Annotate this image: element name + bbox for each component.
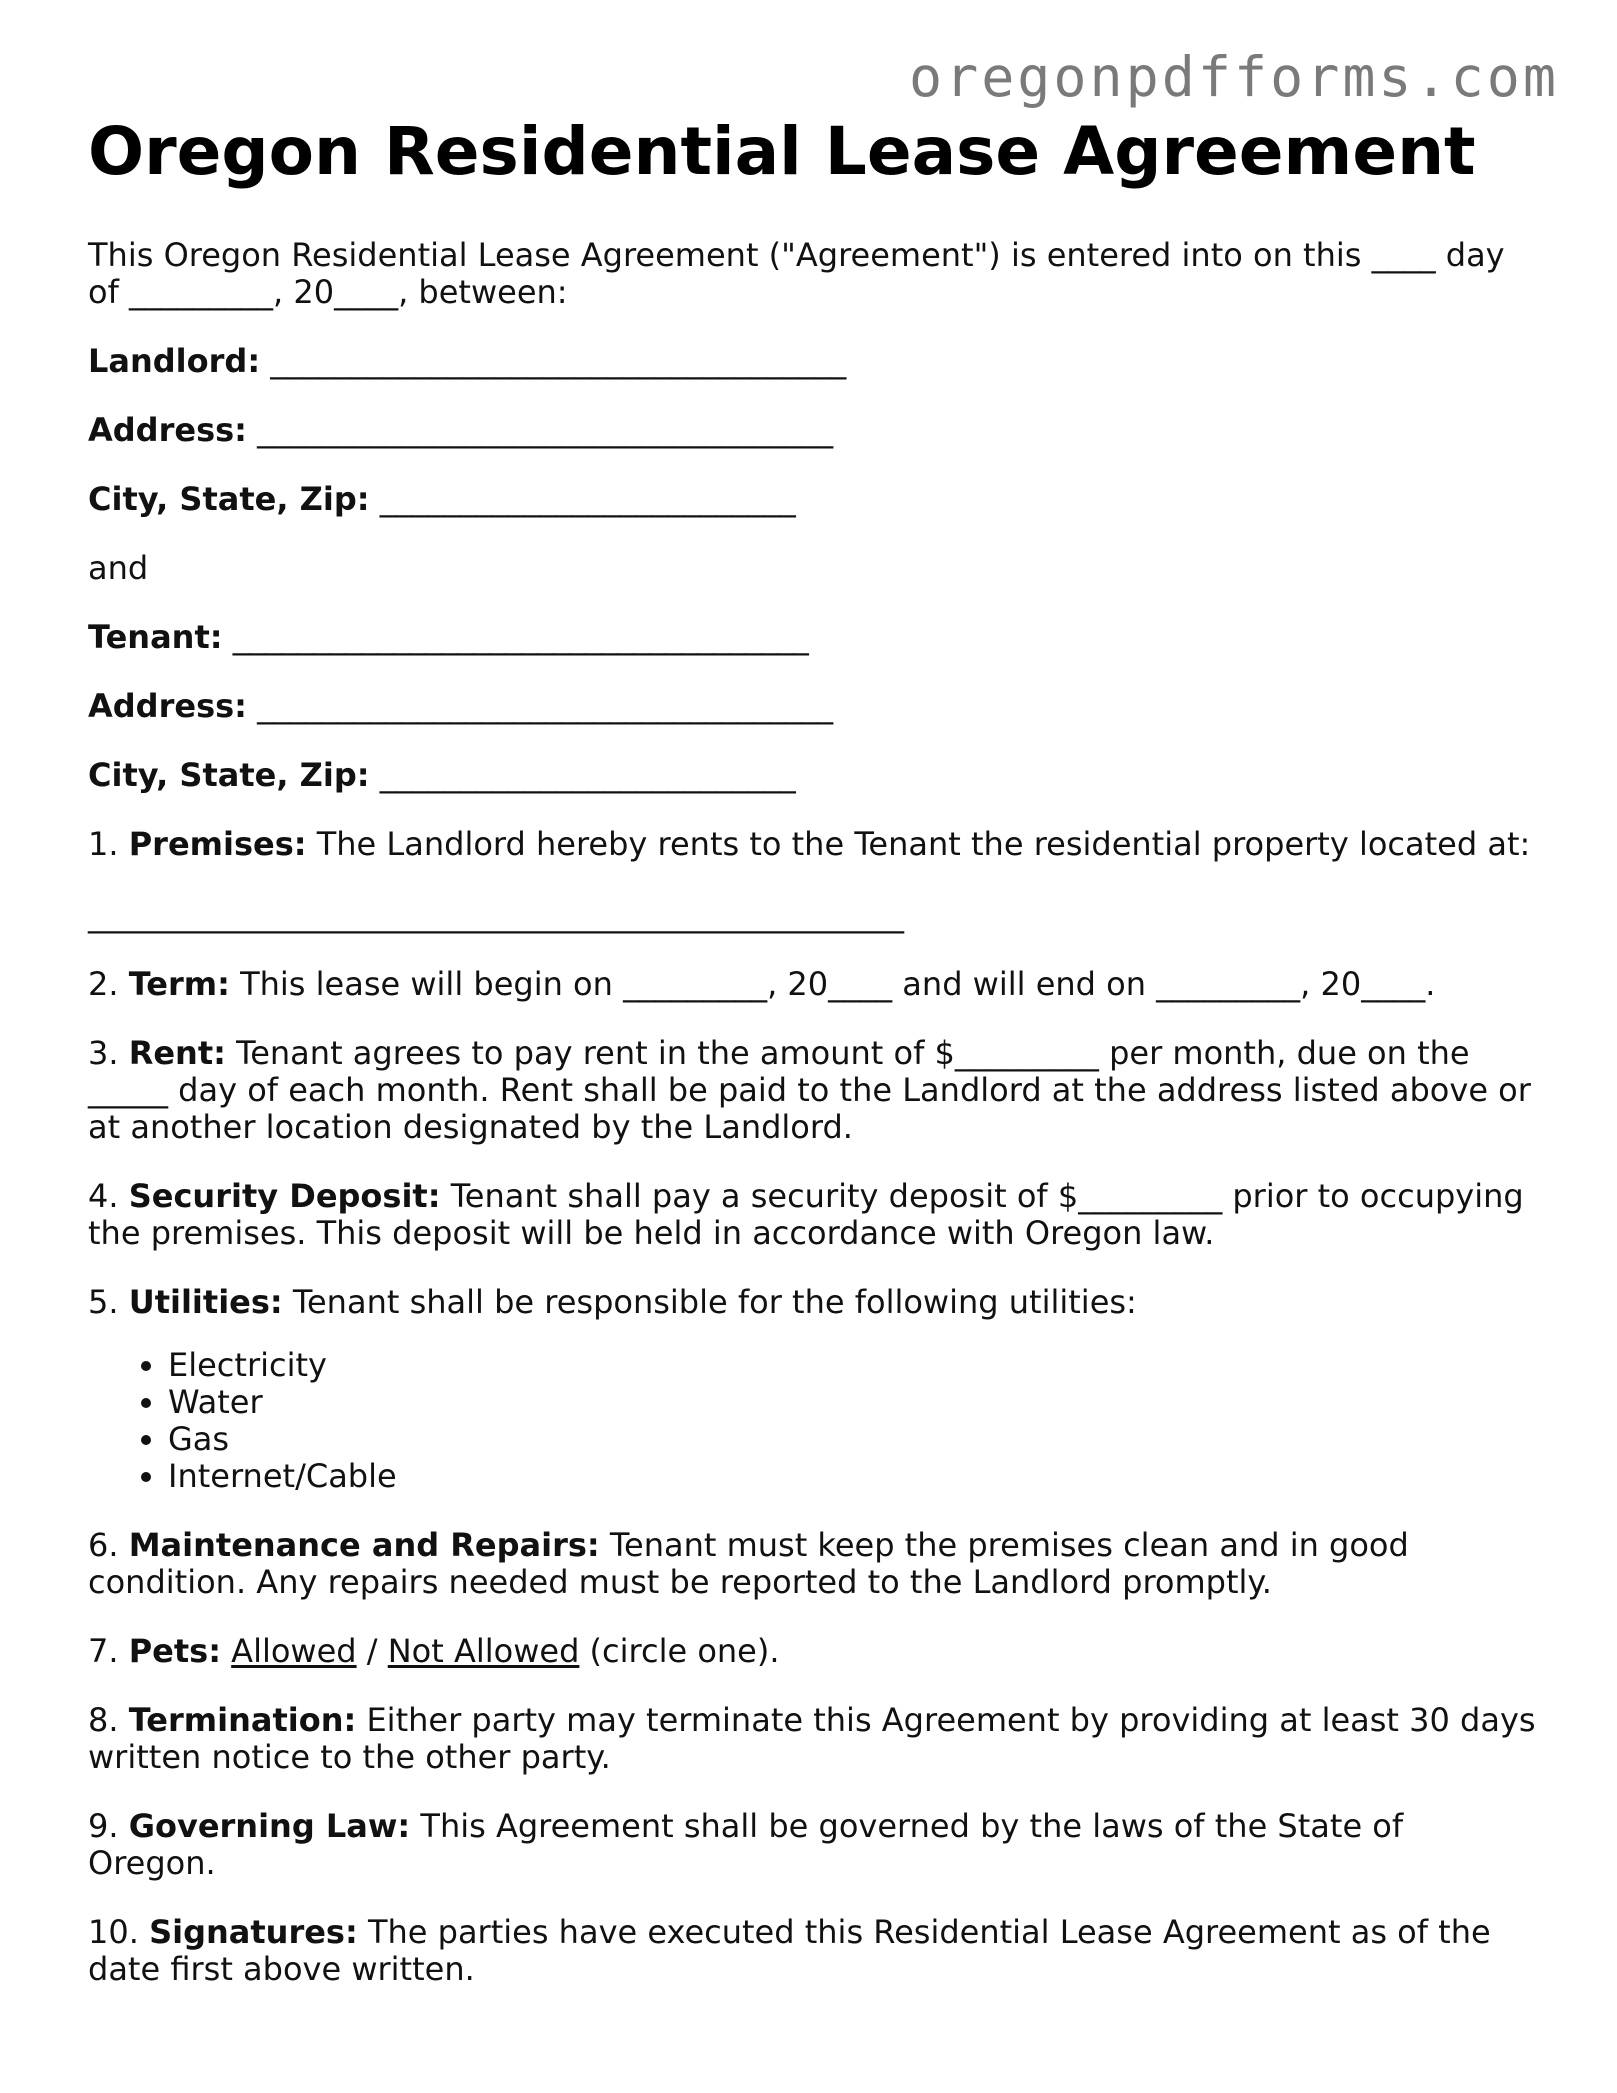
landlord-address-label: Address:: [88, 411, 247, 449]
section-term: [88, 966, 1538, 1003]
and-text: and: [88, 549, 149, 587]
section-heading: Term:: [128, 965, 230, 1003]
tenant-name-field[interactable]: ____________________________________: [232, 618, 809, 656]
section-heading: Pets:: [128, 1632, 221, 1670]
intro-paragraph: This Oregon Residential Lease Agreement ("Agreement") is entered into on this ____ day of _________, 20____, between:: [88, 236, 1505, 311]
tenant-address-field[interactable]: ____________________________________: [257, 687, 834, 725]
document-body: [88, 112, 1538, 2020]
premises-address-field[interactable]: ___________________________________________________: [88, 896, 904, 934]
section-heading: Governing Law:: [128, 1807, 411, 1845]
tenant-city-line: [88, 757, 1538, 794]
section-heading: Termination:: [128, 1701, 357, 1739]
section-heading: Rent:: [128, 1034, 226, 1072]
section-signatures: [88, 1914, 1538, 1988]
landlord-city-label: City, State, Zip:: [88, 480, 370, 518]
section-governing-law: [88, 1808, 1538, 1882]
section-number: 5.: [88, 1283, 119, 1321]
landlord-address-line: [88, 412, 1538, 449]
section-text: The Landlord hereby rents to the Tenant the residential property located at:: [316, 825, 1531, 863]
section-heading: Premises:: [128, 825, 307, 863]
pets-option-separator: /: [366, 1632, 378, 1670]
pets-not-allowed-option[interactable]: Not Allowed: [387, 1632, 580, 1670]
section-number: 9.: [88, 1807, 119, 1845]
list-item: • Internet/Cable: [168, 1458, 1538, 1495]
section-text: Tenant agrees to pay rent in the amount of $_________ per month, due on the _____ day of each month. Rent shall be paid to the Landlord at the address listed above or at another location designated by the Landlord.: [88, 1034, 1531, 1146]
section-number: 7.: [88, 1632, 119, 1670]
pets-note: (circle one).: [589, 1632, 780, 1670]
list-item: • Water: [168, 1384, 1538, 1421]
landlord-address-field[interactable]: ____________________________________: [257, 411, 834, 449]
section-security-deposit: [88, 1178, 1538, 1252]
section-heading: Maintenance and Repairs:: [128, 1526, 600, 1564]
section-number: 10.: [88, 1913, 139, 1951]
section-pets: [88, 1633, 1538, 1670]
tenant-city-label: City, State, Zip:: [88, 756, 370, 794]
section-text: Tenant shall pay a security deposit of $_________ prior to occupying the premises. This deposit will be held in accordance with Oregon law.: [88, 1177, 1524, 1252]
tenant-city-field[interactable]: __________________________: [379, 756, 796, 794]
section-text: Tenant shall be responsible for the following utilities:: [292, 1283, 1137, 1321]
section-number: 1.: [88, 825, 119, 863]
section-text: Either party may terminate this Agreement by providing at least 30 days written notice to the other party.: [88, 1701, 1536, 1776]
section-heading: Utilities:: [128, 1283, 283, 1321]
section-termination: [88, 1702, 1538, 1776]
tenant-block: [88, 619, 1538, 794]
section-maintenance: [88, 1527, 1538, 1601]
section-heading: Security Deposit:: [128, 1177, 441, 1215]
page-title: Oregon Residential Lease Agreement: [88, 113, 1476, 190]
section-number: 4.: [88, 1177, 119, 1215]
pets-allowed-option[interactable]: Allowed: [231, 1632, 357, 1670]
site-watermark: oregonpdfforms.com: [908, 45, 1559, 109]
section-text: Tenant must keep the premises clean and in good condition. Any repairs needed must be reported to the Landlord promptly.: [88, 1526, 1409, 1601]
section-number: 3.: [88, 1034, 119, 1072]
tenant-name-line: [88, 619, 1538, 656]
section-text: This Agreement shall be governed by the laws of the State of Oregon.: [88, 1807, 1404, 1882]
list-item: • Electricity: [168, 1347, 1538, 1384]
section-number: 2.: [88, 965, 119, 1003]
section-text: The parties have executed this Residential Lease Agreement as of the date first above written.: [88, 1913, 1491, 1988]
section-rent: [88, 1035, 1538, 1146]
landlord-name-field[interactable]: ____________________________________: [270, 342, 847, 380]
landlord-city-field[interactable]: __________________________: [379, 480, 796, 518]
section-utilities: [88, 1284, 1538, 1321]
tenant-address-label: Address:: [88, 687, 247, 725]
tenant-address-line: [88, 688, 1538, 725]
section-heading: Signatures:: [149, 1913, 358, 1951]
section-number: 6.: [88, 1526, 119, 1564]
section-premises: [88, 826, 1538, 863]
utilities-list: [88, 1347, 1538, 1495]
tenant-name-label: Tenant:: [88, 618, 223, 656]
landlord-block: [88, 343, 1538, 518]
landlord-name-label: Landlord:: [88, 342, 261, 380]
list-item: • Gas: [168, 1421, 1538, 1458]
landlord-city-line: [88, 481, 1538, 518]
section-number: 8.: [88, 1701, 119, 1739]
section-text: This lease will begin on _________, 20____ and will end on _________, 20____.: [240, 965, 1436, 1003]
landlord-name-line: [88, 343, 1538, 380]
